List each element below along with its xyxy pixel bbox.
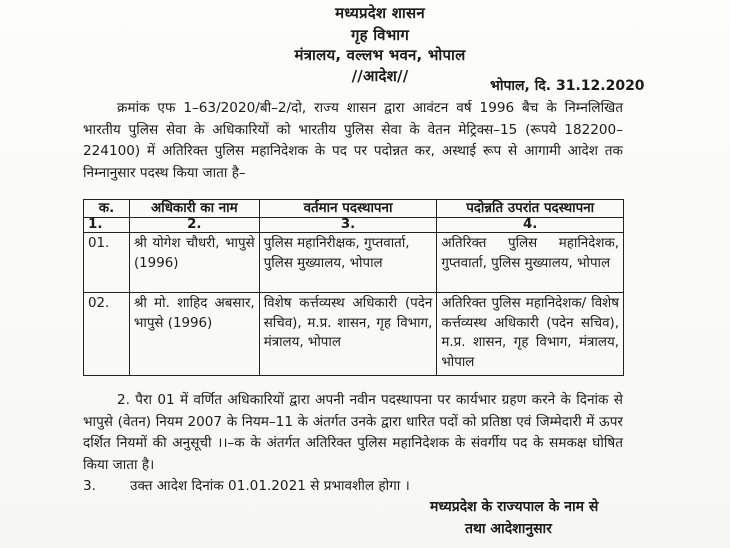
row-sno: 01. (84, 233, 130, 293)
officer-name: श्री मो. शाहिद अबसार, भापुसे (1996) (129, 293, 259, 376)
table-header-row (84, 200, 624, 218)
column-number: 1. (84, 218, 130, 233)
row-sno: 02. (84, 293, 130, 376)
office-address: मंत्रालय, वल्लभ भवन, भोपाल (294, 46, 466, 64)
posting-table (83, 199, 624, 376)
paragraph-number: 3. (83, 478, 96, 494)
promoted-posting: अतिरिक्त पुलिस महानिदेशक, गुप्तवार्ता, पुलिस मुख्यालय, भोपाल (437, 233, 624, 293)
signature-line-1: मध्यप्रदेश के राज्यपाल के नाम से (430, 499, 599, 515)
column-header-current: वर्तमान पदस्थापना (259, 200, 437, 218)
column-header-promoted: पदोन्नति उपरांत पदस्थापना (437, 200, 624, 218)
paragraph-text: उक्त आदेश दिनांक 01.01.2021 से प्रभावशील होगा । (130, 478, 410, 494)
current-posting: पुलिस महानिरीक्षक, गुप्तवार्ता, पुलिस मुख्यालय, भोपाल (259, 233, 437, 293)
table-row (84, 233, 624, 293)
column-number: 4. (437, 218, 624, 233)
order-date: भोपाल, दि. 31.12.2020 (490, 78, 645, 94)
order-title: //आदेश// (351, 67, 409, 85)
column-number: 3. (259, 218, 437, 233)
department-heading: गृह विभाग (351, 26, 409, 44)
officer-name: श्री योगेश चौधरी, भापुसे (1996) (129, 233, 259, 293)
column-header-sno: क. (84, 200, 130, 218)
signature-line-2: तथा आदेशानुसार (465, 521, 552, 537)
table-number-row (84, 218, 624, 233)
current-posting: विशेष कर्त्तव्यस्थ अधिकारी (पदेन सचिव), म.प्र. शासन, गृह विभाग, मंत्रालय, भोपाल (259, 293, 437, 376)
order-paragraph-1: क्रमांक एफ 1–63/2020/बी–2/दो, राज्य शासन द्वारा आवंटन वर्ष 1996 बैच के निम्नलिखित भारतीय पुलिस सेवा के अधिकारियों को भारतीय पुलिस सेवा के वेतन मेट्रिक्स–15 (रूपये 182200–224100) में अतिरिक्त पुलिस महानिदेशक के पद पर पदोन्नत कर, अस्थाई रूप से आगामी आदेश तक निम्नानुसार पदस्थ किया जाता है– (83, 100, 623, 181)
government-heading: मध्यप्रदेश शासन (335, 4, 425, 22)
column-number: 2. (129, 218, 259, 233)
table-row (84, 293, 624, 376)
column-header-name: अधिकारी का नाम (129, 200, 259, 218)
order-paragraph-3 (83, 475, 643, 494)
order-paragraph-2: 2. पैरा 01 में वर्णित अधिकारियों द्वारा अपनी नवीन पदस्थापना पर कार्यभार ग्रहण करने के दिनांक से भापुसे (वेतन) नियम 2007 के नियम–11 के अंतर्गत उनके द्वारा धारित पदों को प्रतिष्ठा एवं जिम्मेदारी में ऊपर दर्शित नियमों की अनुसूची ।।–क के अंतर्गत अतिरिक्त पुलिस महानिदेशक के संवर्गीय पद के समकक्ष घोषित किया जाता है। (83, 392, 623, 473)
promoted-posting: अतिरिक्त पुलिस महानिदेशक/ विशेष कर्त्तव्यस्थ अधिकारी (पदेन सचिव), म.प्र. शासन, गृह विभाग, मंत्रालय, भोपाल (437, 293, 624, 376)
